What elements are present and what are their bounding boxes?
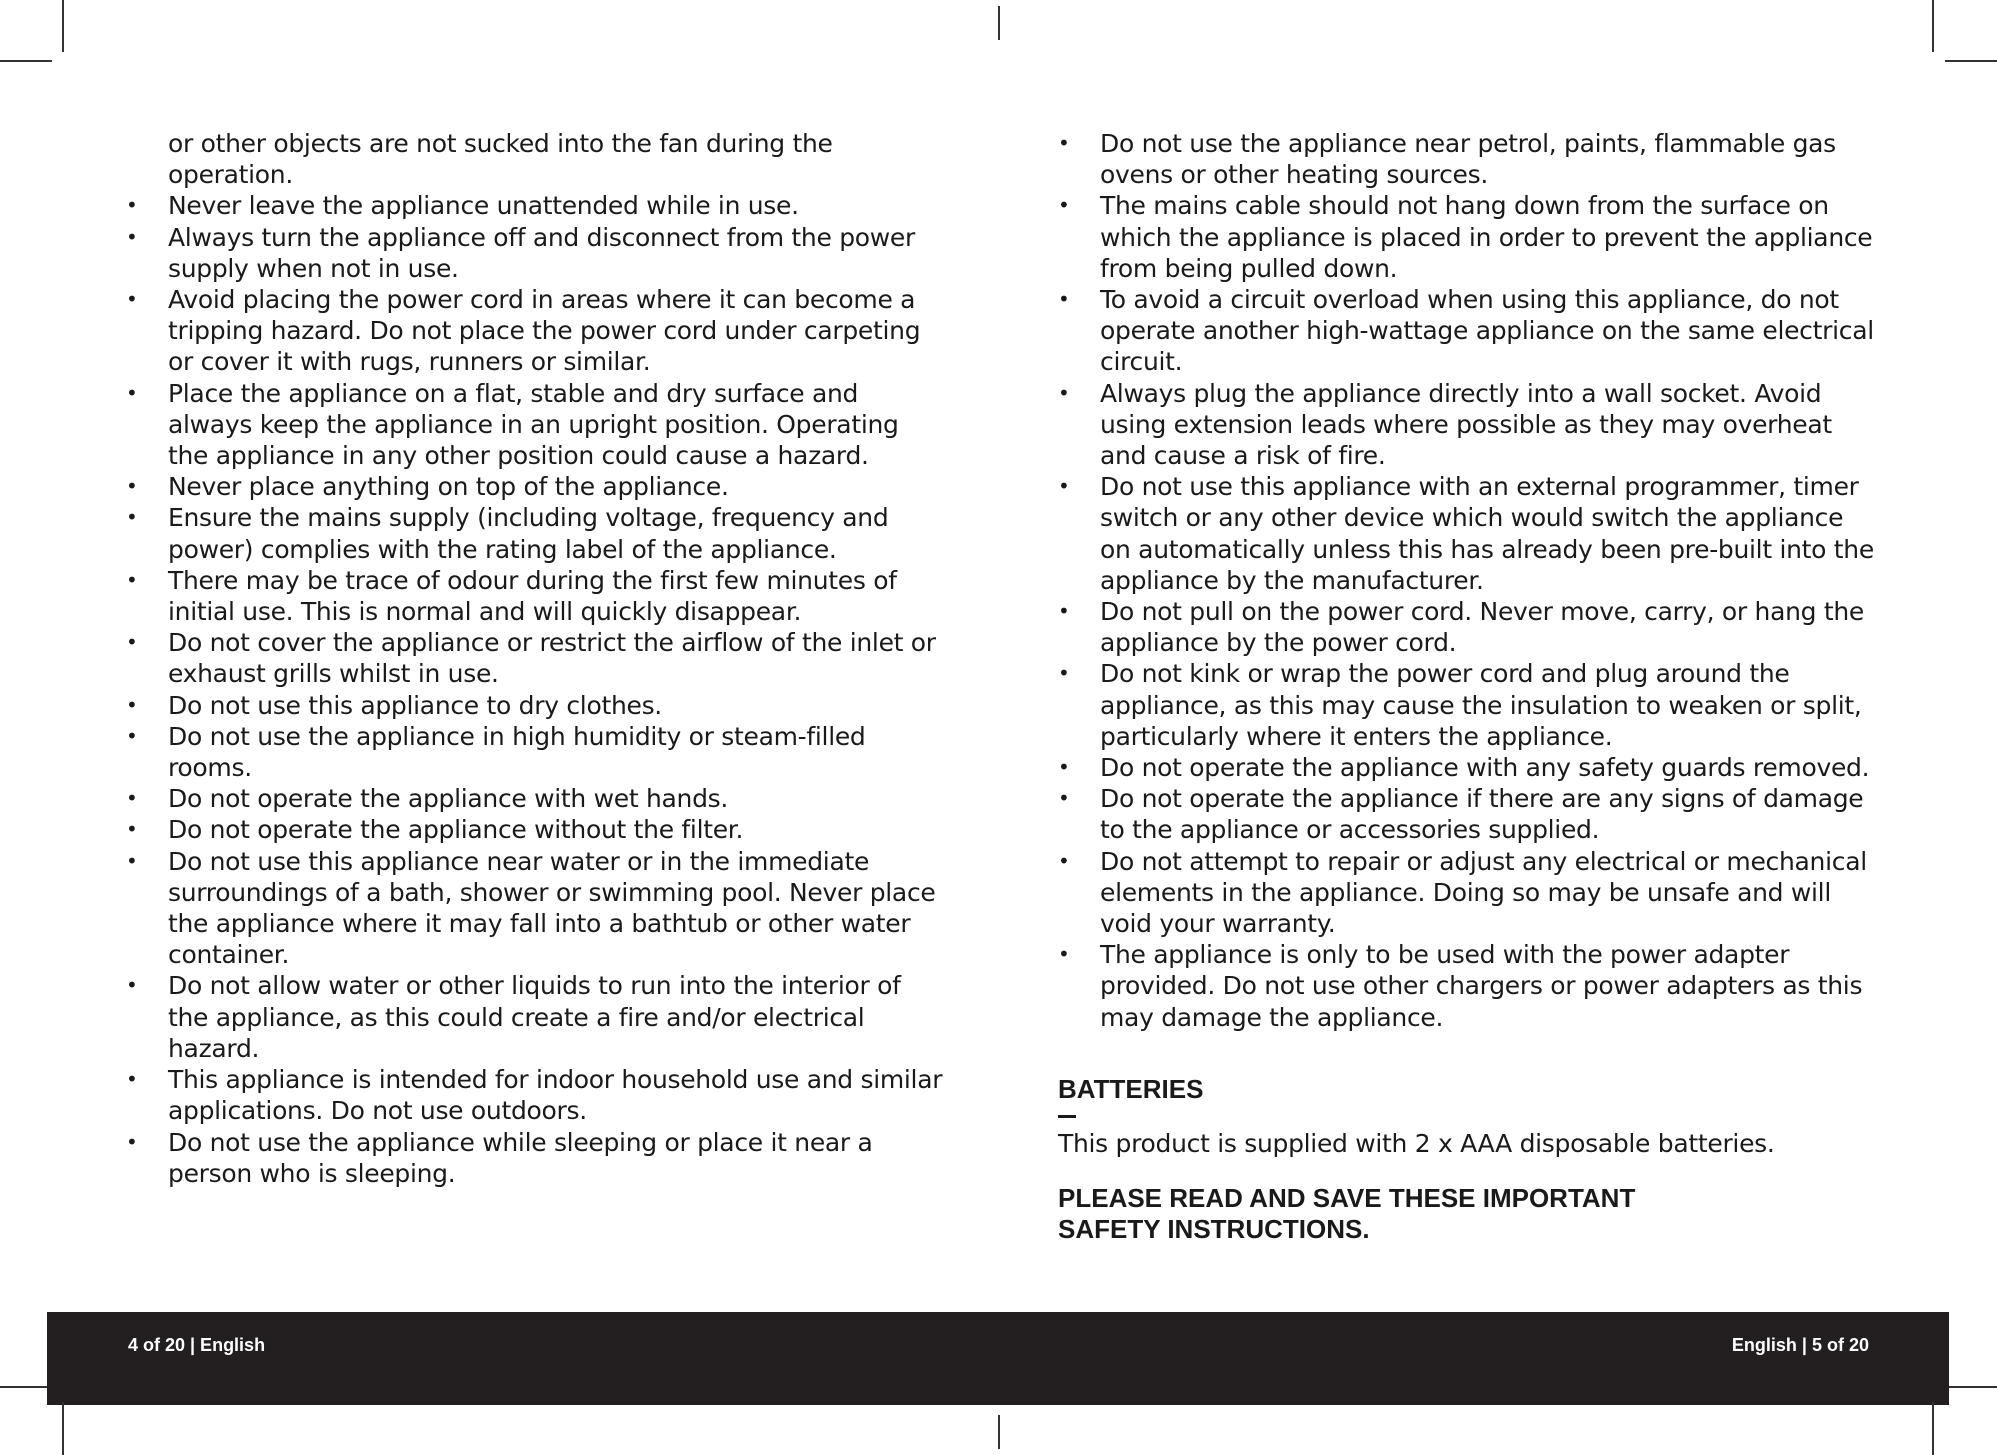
- crop-mark: [998, 6, 1000, 40]
- safety-list-item: • This appliance is intended for indoor household use and similar applications. Do not use outdoors.: [126, 1064, 946, 1126]
- heading-rule: [1058, 1115, 1076, 1118]
- safety-notice: PLEASE READ AND SAVE THESE IMPORTANT SAFETY INSTRUCTIONS.: [1058, 1182, 1636, 1244]
- safety-list-item: • Do not attempt to repair or adjust any electrical or mechanical elements in the appliance. Doing so may be unsafe and will void your warranty.: [1058, 846, 1878, 940]
- crop-mark: [1945, 1386, 1997, 1388]
- left-page-column: [126, 128, 946, 1189]
- safety-list-item: • Do not operate the appliance with wet hands.: [126, 783, 946, 814]
- safety-list-item: • Place the appliance on a flat, stable and dry surface and always keep the appliance in an upright position. Operating the appliance in any other position could cause a hazard.: [126, 378, 946, 472]
- safety-list-item: • Do not cover the appliance or restrict the airflow of the inlet or exhaust grills whilst in use.: [126, 627, 946, 689]
- safety-list-item: • There may be trace of odour during the first few minutes of initial use. This is normal and will quickly disappear.: [126, 565, 946, 627]
- crop-mark: [1945, 60, 1997, 62]
- safety-list-item: • To avoid a circuit overload when using this appliance, do not operate another high-wattage appliance on the same electrical circuit.: [1058, 284, 1878, 378]
- safety-list-item: • Do not operate the appliance if there are any signs of damage to the appliance or accessories supplied.: [1058, 783, 1878, 845]
- safety-list-item: • Do not use this appliance to dry clothes.: [126, 690, 946, 721]
- safety-list-item: • Never place anything on top of the appliance.: [126, 471, 946, 502]
- safety-list-item: or other objects are not sucked into the fan during the operation.: [168, 129, 833, 190]
- crop-mark: [1932, 1402, 1934, 1455]
- footer-bar: [47, 1312, 1949, 1405]
- safety-list-item: • Ensure the mains supply (including voltage, frequency and power) complies with the rating label of the appliance.: [126, 502, 946, 564]
- safety-list-item: • The mains cable should not hang down from the surface on which the appliance is placed in order to prevent the appliance from being pulled down.: [1058, 190, 1878, 284]
- safety-list-item: • Do not kink or wrap the power cord and plug around the appliance, as this may cause the insulation to weaken or split, particularly where it enters the appliance.: [1058, 658, 1878, 752]
- batteries-text: This product is supplied with 2 x AAA disposable batteries.: [1058, 1128, 1775, 1158]
- safety-list-item: • Do not use the appliance while sleeping or place it near a person who is sleeping.: [126, 1127, 946, 1189]
- crop-mark: [998, 1415, 1000, 1449]
- safety-list-item: • Do not use this appliance with an external programmer, timer switch or any other device which would switch the appliance on automatically unless this has already been pre-built into the appliance by the manufacturer.: [1058, 471, 1878, 596]
- safety-list-item: • The appliance is only to be used with the power adapter provided. Do not use other chargers or power adapters as this may damage the appliance.: [1058, 939, 1878, 1033]
- left-safety-list: [126, 128, 946, 1189]
- safety-list-item: • Always plug the appliance directly into a wall socket. Avoid using extension leads where possible as they may overheat and cause a risk of fire.: [1058, 378, 1878, 472]
- safety-list-item: • Do not use this appliance near water or in the immediate surroundings of a bath, shower or swimming pool. Never place the appliance where it may fall into a bathtub or other water container.: [126, 846, 946, 971]
- safety-list-item: • Avoid placing the power cord in areas where it can become a tripping hazard. Do not place the power cord under carpeting or cover it with rugs, runners or similar.: [126, 284, 946, 378]
- crop-mark: [0, 60, 52, 62]
- safety-list-item: • Do not operate the appliance with any safety guards removed.: [1058, 752, 1878, 783]
- right-safety-list: [1058, 128, 1878, 1033]
- right-page-column: [1058, 128, 1878, 1245]
- safety-list-item: • Do not allow water or other liquids to run into the interior of the appliance, as this could create a fire and/or electrical hazard.: [126, 970, 946, 1064]
- safety-list-item: • Do not operate the appliance without the filter.: [126, 814, 946, 845]
- crop-mark: [1932, 0, 1934, 52]
- safety-list-item: • Never leave the appliance unattended while in use.: [126, 190, 946, 221]
- safety-list-item: • Do not pull on the power cord. Never move, carry, or hang the appliance by the power cord.: [1058, 596, 1878, 658]
- left-page-number: 4 of 20 | English: [128, 1335, 266, 1355]
- crop-mark: [62, 1402, 64, 1455]
- right-page-number: English | 5 of 20: [1731, 1335, 1869, 1355]
- safety-list-item: • Do not use the appliance near petrol, paints, flammable gas ovens or other heating sources.: [1058, 128, 1878, 190]
- crop-mark: [62, 0, 64, 52]
- safety-list-item: • Always turn the appliance off and disconnect from the power supply when not in use.: [126, 222, 946, 284]
- crop-mark: [0, 1386, 52, 1388]
- batteries-heading: BATTERIES: [1058, 1073, 1204, 1104]
- safety-list-item: • Do not use the appliance in high humidity or steam-filled rooms.: [126, 721, 946, 783]
